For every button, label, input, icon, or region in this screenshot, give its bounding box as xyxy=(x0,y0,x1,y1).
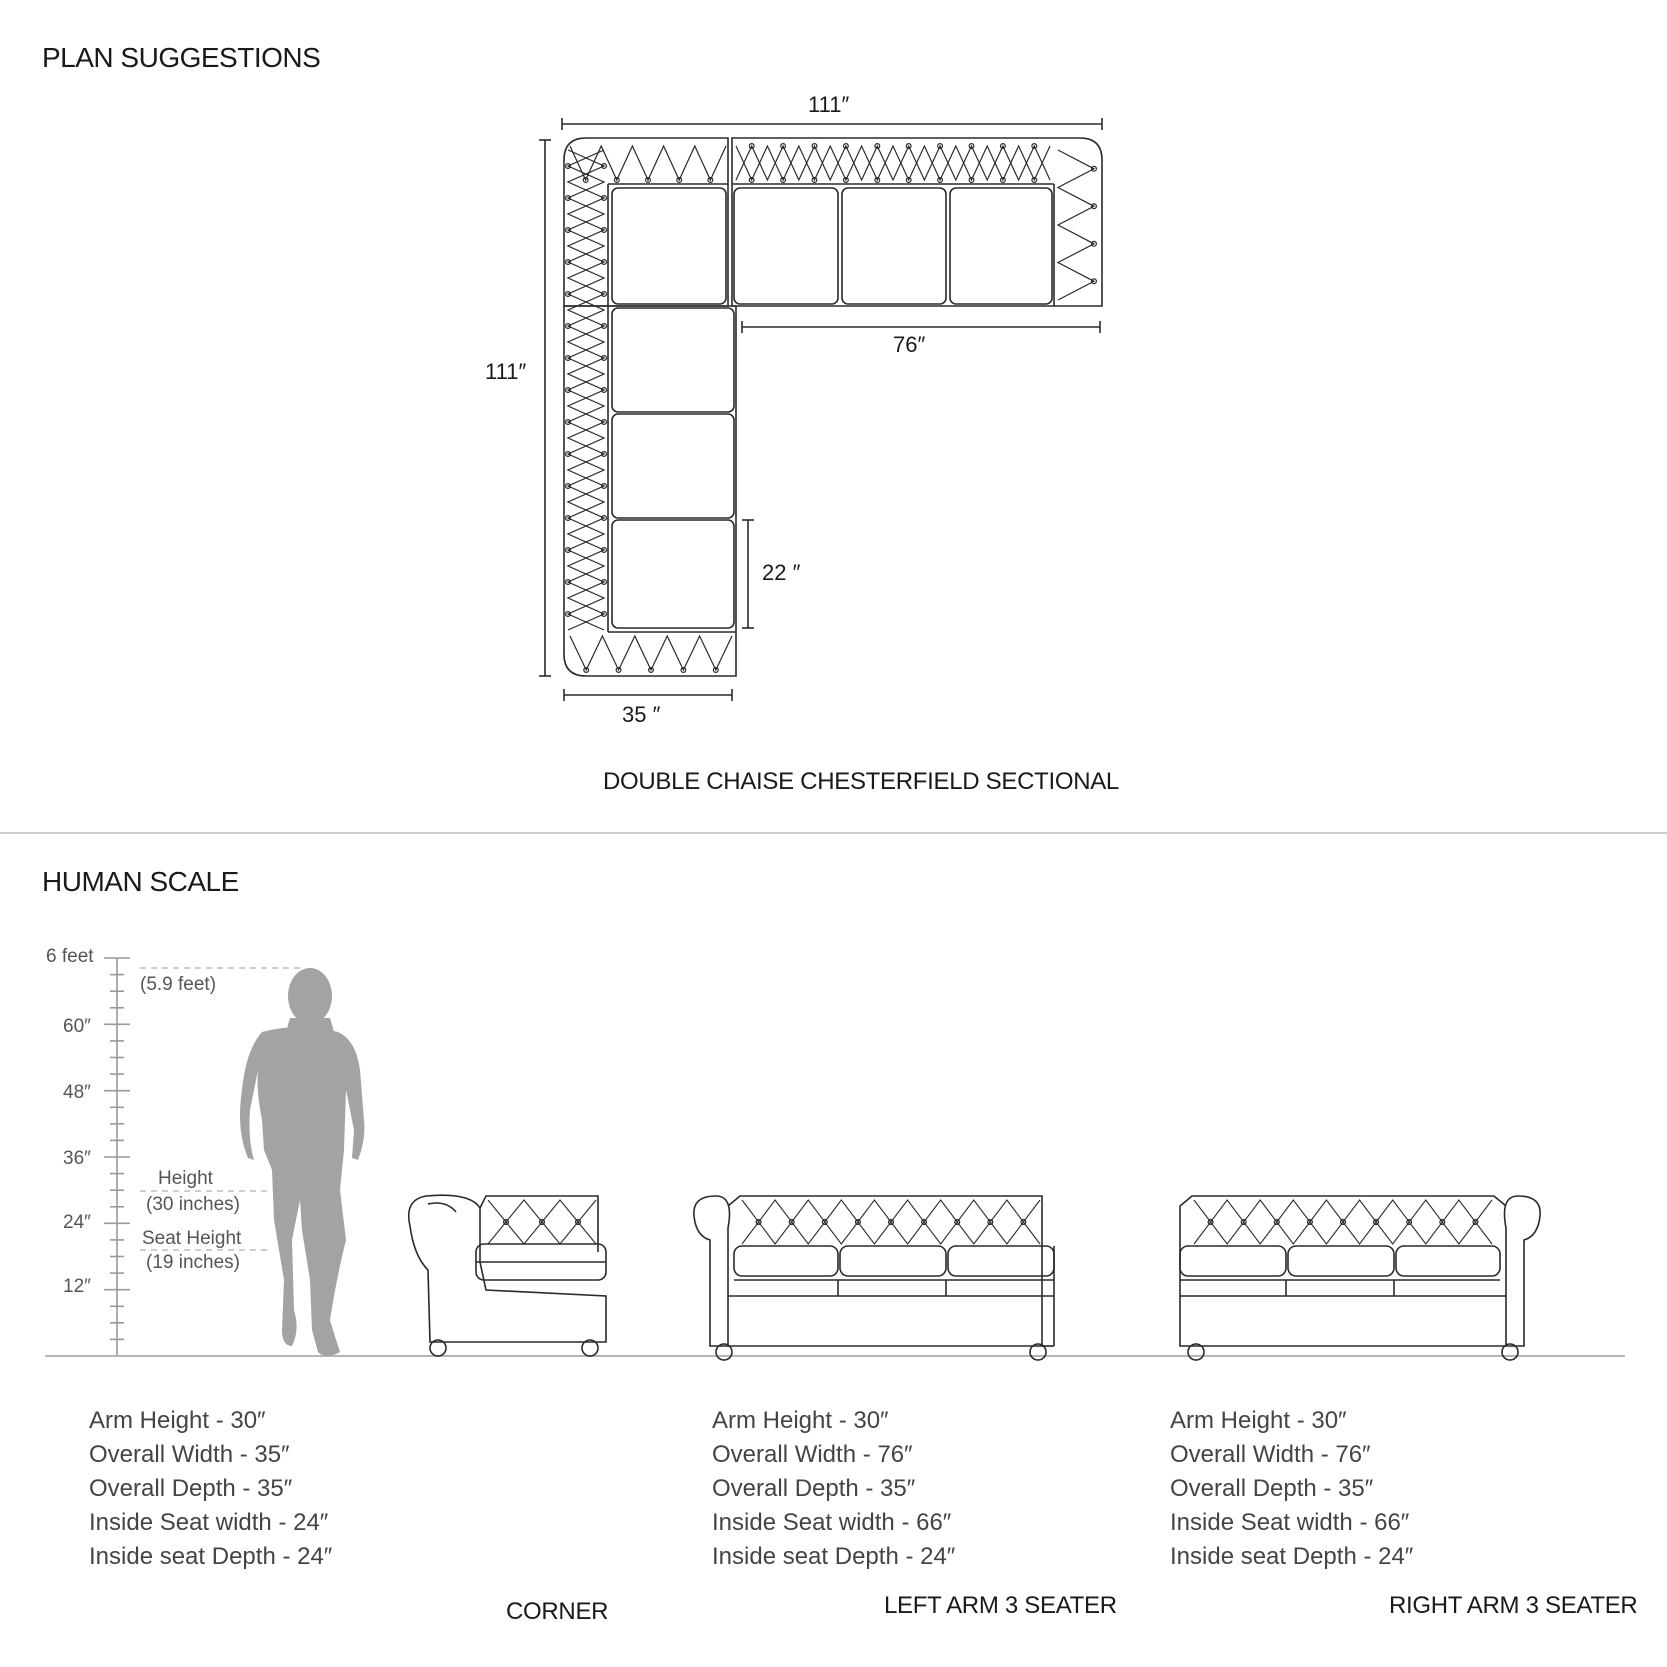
scale-section-title: HUMAN SCALE xyxy=(42,866,239,897)
dim-left-label: 111″ xyxy=(485,359,527,384)
corner-tufting xyxy=(488,1200,596,1244)
spec-overall-width: Overall Width - 35″ xyxy=(89,1441,290,1468)
ruler-label-48: 48″ xyxy=(63,1082,91,1103)
left-arm-tufting xyxy=(742,1200,1040,1244)
tuft-seam xyxy=(742,1200,1040,1222)
right-arm-tufting xyxy=(1194,1200,1492,1244)
dim-top-label: 111″ xyxy=(808,92,850,117)
ruler-label-6ft: 6 feet xyxy=(46,946,94,967)
left-arm-caption: LEFT ARM 3 SEATER xyxy=(884,1592,1117,1619)
plan-section-title: PLAN SUGGESTIONS xyxy=(42,42,321,73)
tuft-seam xyxy=(488,1200,596,1222)
spec-inside-seat-depth: Inside seat Depth - 24″ xyxy=(89,1543,333,1570)
spec-overall-width: Overall Width - 76″ xyxy=(1170,1441,1371,1468)
plan-caption: DOUBLE CHAISE CHESTERFIELD SECTIONAL xyxy=(603,768,1119,795)
right-arm-spec-list xyxy=(1170,1404,1413,1574)
ruler-label-24: 24″ xyxy=(63,1212,91,1233)
right-arm-3-seater-elevation xyxy=(1180,1196,1540,1360)
spec-inside-seat-width: Inside Seat width - 66″ xyxy=(712,1509,952,1536)
dim-arm-depth-label: 35 ″ xyxy=(622,702,661,727)
height-ruler xyxy=(104,958,130,1356)
left-arm-3-seater-elevation xyxy=(694,1196,1054,1360)
spec-inside-seat-width: Inside Seat width - 24″ xyxy=(89,1509,329,1536)
tuft-seam xyxy=(742,1222,1040,1244)
spec-arm-height: Arm Height - 30″ xyxy=(712,1407,889,1434)
arm-height-label: Height xyxy=(158,1168,213,1189)
corner-spec-list xyxy=(89,1404,332,1574)
spec-arm-height: Arm Height - 30″ xyxy=(89,1407,266,1434)
tuft-seam xyxy=(1194,1200,1492,1222)
left-arm-spec-list xyxy=(712,1404,955,1574)
spec-inside-seat-width: Inside Seat width - 66″ xyxy=(1170,1509,1410,1536)
spec-inside-seat-depth: Inside seat Depth - 24″ xyxy=(712,1543,956,1570)
person-silhouette xyxy=(240,968,364,1356)
ruler-label-12: 12″ xyxy=(63,1276,91,1297)
tuft-seam xyxy=(1194,1222,1492,1244)
corner-caption: CORNER xyxy=(506,1598,609,1625)
dim-cushion-label: 22 ″ xyxy=(762,560,801,585)
ruler-label-60: 60″ xyxy=(63,1016,91,1037)
dim-seat-run-label: 76″ xyxy=(893,332,926,357)
spec-arm-height: Arm Height - 30″ xyxy=(1170,1407,1347,1434)
spec-overall-width: Overall Width - 76″ xyxy=(712,1441,913,1468)
spec-overall-depth: Overall Depth - 35″ xyxy=(712,1475,916,1502)
arm-height-value: (30 inches) xyxy=(146,1194,240,1215)
ruler-label-36: 36″ xyxy=(63,1148,91,1169)
person-height-label: (5.9 feet) xyxy=(140,974,217,995)
spec-overall-depth: Overall Depth - 35″ xyxy=(89,1475,293,1502)
spec-overall-depth: Overall Depth - 35″ xyxy=(1170,1475,1374,1502)
seat-height-label: Seat Height xyxy=(142,1228,242,1249)
right-arm-caption: RIGHT ARM 3 SEATER xyxy=(1389,1592,1638,1619)
seat-height-value: (19 inches) xyxy=(146,1252,240,1273)
spec-inside-seat-depth: Inside seat Depth - 24″ xyxy=(1170,1543,1414,1570)
tuft-seam xyxy=(488,1222,596,1244)
